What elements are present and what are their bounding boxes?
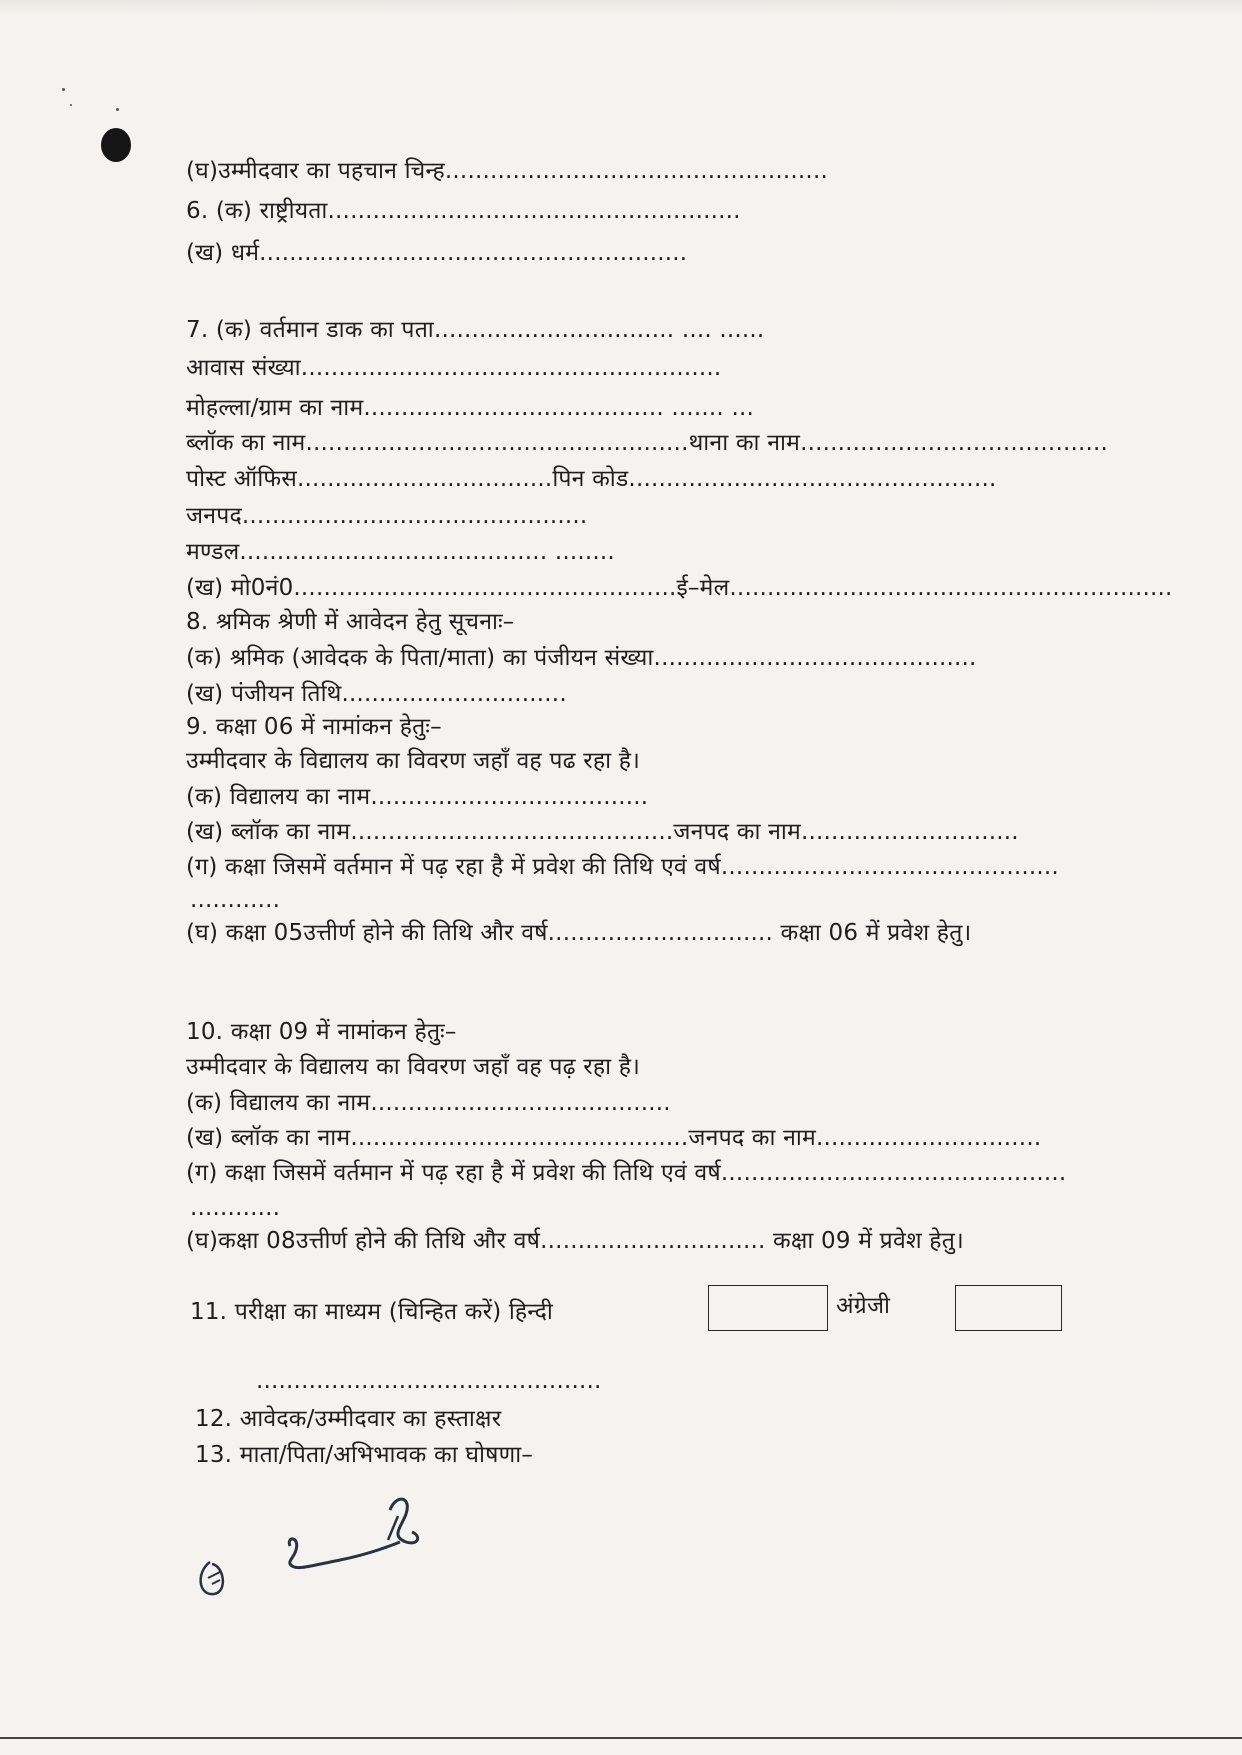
field-postal-address: 7. (क) वर्तमान डाक का पता................................ .... ...... <box>186 317 765 343</box>
scan-speck <box>116 108 119 111</box>
field-worker-registration: (क) श्रमिक (आवेदक के पिता/माता) का पंजीयन संख्या........................................... <box>186 645 977 671</box>
section-10-school-details: उम्मीदवार के विद्यालय का विवरण जहाँ वह पढ़ रहा है। <box>186 1054 641 1080</box>
applicant-signature-label: 12. आवेदक/उम्मीदवार का हस्ताक्षर <box>195 1406 502 1432</box>
field-registration-date: (ख) पंजीयन तिथि.............................. <box>186 681 567 707</box>
field-admission-date-9: (ग) कक्षा जिसमें वर्तमान में पढ़ रहा है में प्रवेश की तिथि एवं वर्ष............................................. <box>186 854 1059 880</box>
english-label: अंग्रेजी <box>836 1293 891 1319</box>
page-edge <box>0 1737 1242 1739</box>
english-checkbox[interactable] <box>955 1285 1062 1331</box>
field-class8-pass-date: (घ)कक्षा 08उत्तीर्ण होने की तिथि और वर्ष.............................. कक्षा 09 में प्रवेश हेतु। <box>186 1228 964 1254</box>
section-9-heading: 9. कक्षा 06 में नामांकन हेतुः– <box>186 714 442 740</box>
hindi-checkbox[interactable] <box>708 1285 828 1331</box>
signature-line: .............................................. <box>256 1368 602 1394</box>
field-class5-pass-date: (घ) कक्षा 05उत्तीर्ण होने की तिथि और वर्ष.............................. कक्षा 06 में प्रवेश हेतु। <box>186 920 972 946</box>
handwritten-signature <box>190 1480 450 1610</box>
field-school-name-9: (क) विद्यालय का नाम..................................... <box>186 784 649 810</box>
scan-shadow <box>0 0 1242 14</box>
section-9-school-details: उम्मीदवार के विद्यालय का विवरण जहाँ वह पढ रहा है। <box>186 748 641 774</box>
continuation-dots: ............ <box>190 1195 281 1221</box>
guardian-declaration-label: 13. माता/पिता/अभिभावक का घोषणा– <box>195 1442 534 1468</box>
field-house-number: आवास संख्या........................................................ <box>186 355 722 381</box>
field-religion: (ख) धर्म......................................................... <box>186 240 688 266</box>
field-mobile-email: (ख) मो0नं0...................................................ई–मेल........................................................... <box>186 575 1173 601</box>
field-division: मण्डल......................................... ........ <box>186 539 615 565</box>
section-10-heading: 10. कक्षा 09 में नामांकन हेतुः– <box>186 1019 457 1045</box>
field-exam-medium: 11. परीक्षा का माध्यम (चिन्हित करें) हिन्दी <box>190 1299 553 1325</box>
field-post-office-pin: पोस्ट ऑफिस..................................पिन कोड................................................. <box>186 466 997 492</box>
field-identification-mark: (घ)उम्मीदवार का पहचान चिन्ह................................................... <box>186 158 828 184</box>
scan-speck <box>62 88 65 91</box>
field-block-police-station: ब्लॉक का नाम...................................................थाना का नाम......................................... <box>186 430 1109 456</box>
section-8-heading: 8. श्रमिक श्रेणी में आवेदन हेतु सूचनाः– <box>186 609 515 635</box>
field-block-district-9: (ख) ब्लॉक का नाम...........................................जनपद का नाम............................. <box>186 819 1019 845</box>
field-admission-date-10: (ग) कक्षा जिसमें वर्तमान में पढ़ रहा है में प्रवेश की तिथि एवं वर्ष.............................................. <box>186 1160 1067 1186</box>
field-district: जनपद.............................................. <box>186 503 588 529</box>
field-block-district-10: (ख) ब्लॉक का नाम.............................................जनपद का नाम.............................. <box>186 1125 1042 1151</box>
continuation-dots: ............ <box>190 887 281 913</box>
field-locality-village: मोहल्ला/ग्राम का नाम........................................ ....... ... <box>186 395 754 421</box>
field-nationality: 6. (क) राष्ट्रीयता....................................................... <box>186 198 741 224</box>
punch-hole <box>101 128 131 162</box>
scan-speck <box>70 104 72 106</box>
field-school-name-10: (क) विद्यालय का नाम........................................ <box>186 1090 671 1116</box>
